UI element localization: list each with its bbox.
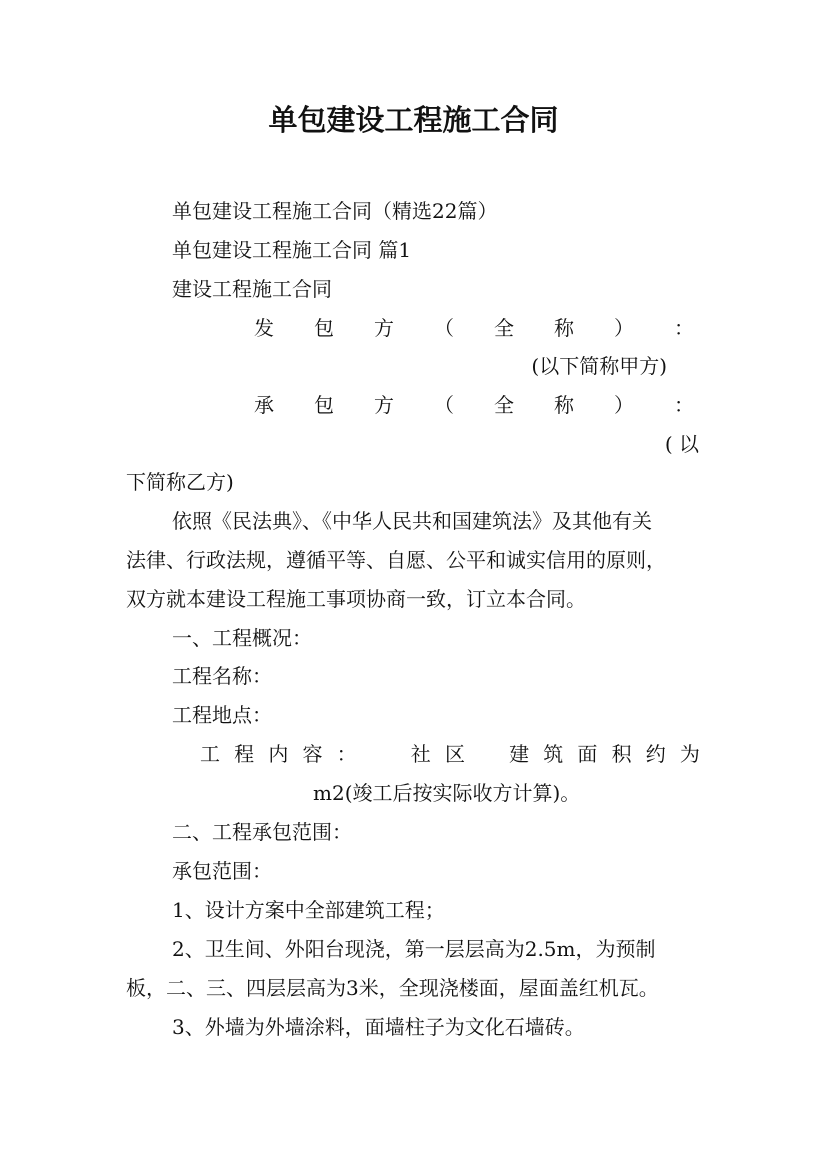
contractor-char: 包 bbox=[314, 393, 334, 417]
scope-item-continued: 板，二、三、四层层高为3米，全现浇楼面，屋面盖红机瓦。 bbox=[126, 976, 659, 1000]
contract-name: 建设工程施工合同 bbox=[172, 277, 332, 301]
content-char: 建 bbox=[509, 742, 530, 766]
project-content-line bbox=[200, 742, 700, 766]
content-char: 程 bbox=[234, 742, 255, 766]
content-char: 容 bbox=[302, 742, 323, 766]
content-char: ： bbox=[336, 742, 357, 766]
document-subtitle: 单包建设工程施工合同（精选22篇） bbox=[172, 199, 498, 223]
employer-char: 方 bbox=[374, 316, 394, 340]
scope-item: 3、外墙为外墙涂料，面墙柱子为文化石墙砖。 bbox=[172, 1015, 585, 1039]
preamble-line: 双方就本建设工程施工事项协商一致，订立本合同。 bbox=[126, 587, 586, 611]
project-name-label: 工程名称： bbox=[172, 664, 272, 688]
contractor-char: 称 bbox=[554, 393, 574, 417]
employer-char: 包 bbox=[314, 316, 334, 340]
contractor-char: 方 bbox=[374, 393, 394, 417]
employer-char: 发 bbox=[254, 316, 274, 340]
content-char: 面 bbox=[577, 742, 598, 766]
preamble-line: 法律、行政法规，遵循平等、自愿、公平和诚实信用的原则， bbox=[126, 548, 666, 572]
document-title: 单包建设工程施工合同 bbox=[268, 103, 559, 137]
content-char: 社 bbox=[410, 742, 431, 766]
employer-char: 称 bbox=[554, 316, 574, 340]
project-content-note: m2(竣工后按实际收方计算)。 bbox=[313, 781, 581, 805]
contractor-char: 承 bbox=[254, 393, 274, 417]
employer-note: (以下简称甲方) bbox=[531, 354, 667, 378]
contractor-note-start: ( 以 bbox=[664, 432, 699, 456]
content-char: 约 bbox=[645, 742, 666, 766]
content-char: 积 bbox=[611, 742, 632, 766]
content-char: 筑 bbox=[543, 742, 564, 766]
content-char: 工 bbox=[200, 742, 220, 766]
employer-char: ： bbox=[674, 316, 694, 340]
article-heading: 单包建设工程施工合同 篇1 bbox=[172, 238, 412, 262]
contractor-char: （ bbox=[434, 393, 454, 417]
scope-label: 承包范围： bbox=[172, 859, 272, 883]
scope-item: 2、卫生间、外阳台现浇，第一层层高为2.5m，为预制 bbox=[172, 937, 656, 961]
section-heading: 二、工程承包范围： bbox=[172, 820, 352, 844]
employer-line bbox=[254, 316, 694, 340]
project-location-label: 工程地点： bbox=[172, 703, 272, 727]
preamble-line: 依照《民法典》、《中华人民共和国建筑法》及其他有关 bbox=[172, 509, 652, 533]
contractor-note-end: 下简称乙方) bbox=[126, 470, 234, 494]
contractor-char: ） bbox=[614, 393, 634, 417]
contractor-char: 全 bbox=[494, 393, 514, 417]
employer-char: 全 bbox=[494, 316, 514, 340]
scope-item: 1、设计方案中全部建筑工程； bbox=[172, 898, 445, 922]
section-heading: 一、工程概况： bbox=[172, 626, 312, 650]
contractor-char: ： bbox=[674, 393, 694, 417]
employer-char: （ bbox=[434, 316, 454, 340]
employer-char: ） bbox=[614, 316, 634, 340]
content-char: 为 bbox=[679, 742, 700, 766]
content-char: 内 bbox=[268, 742, 289, 766]
content-char: 区 bbox=[444, 742, 465, 766]
contractor-line bbox=[254, 393, 694, 417]
